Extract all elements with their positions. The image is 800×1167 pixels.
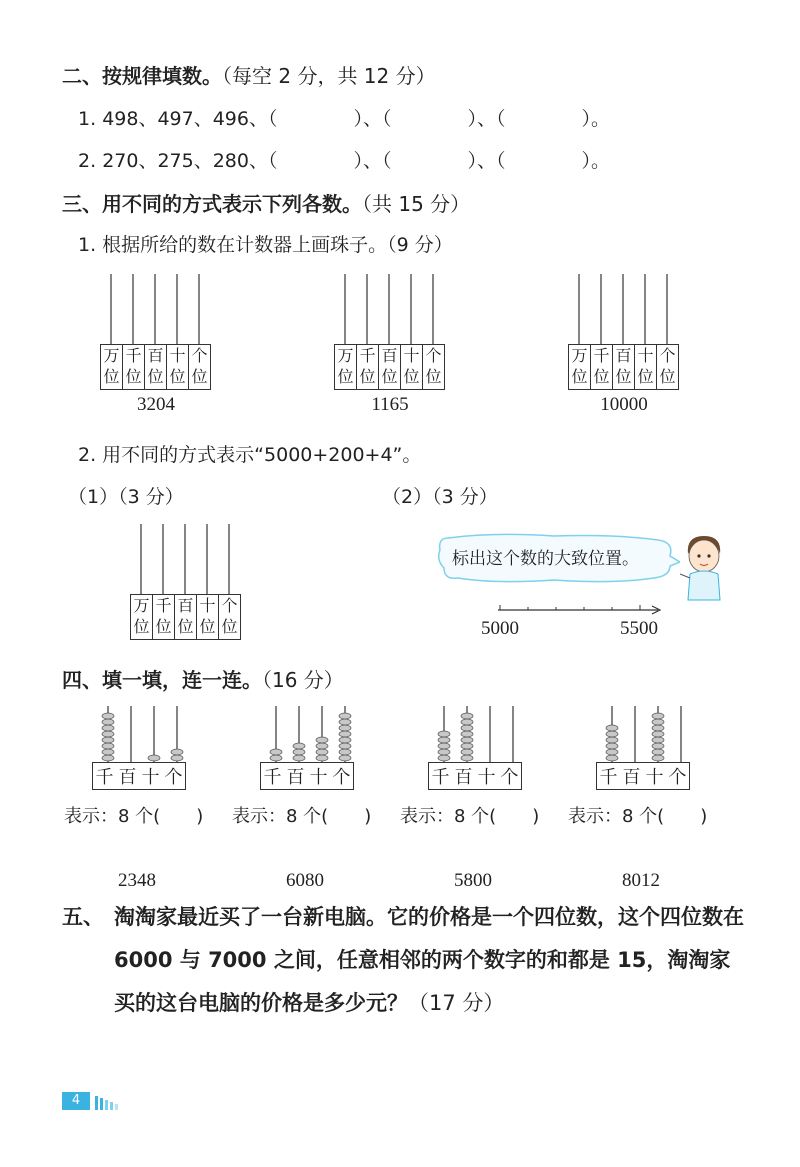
bead xyxy=(293,755,305,761)
place-value-labels xyxy=(568,344,679,390)
bead xyxy=(652,731,664,737)
bead xyxy=(652,719,664,725)
target-number: 10000 xyxy=(600,394,648,415)
place-label: 百 xyxy=(454,767,473,788)
sep: ）、（ xyxy=(353,150,392,172)
bead xyxy=(339,719,351,725)
place-value-label: 十位 xyxy=(197,595,219,639)
bead xyxy=(461,749,473,755)
place-label: 个 xyxy=(500,767,519,788)
place-value-label: 百位 xyxy=(613,345,635,389)
abacus-caption[interactable]: 表示：8 个( ) xyxy=(400,806,540,827)
place-value-label: 万位 xyxy=(569,345,591,389)
bead-abacus xyxy=(96,704,188,762)
bead xyxy=(461,737,473,743)
counting-frame xyxy=(130,520,242,670)
place-label: 十 xyxy=(141,767,160,788)
bead xyxy=(102,725,114,731)
bead xyxy=(339,731,351,737)
bead xyxy=(606,749,618,755)
section2-points: （每空 2 分，共 12 分） xyxy=(222,64,436,88)
place-value-label: 十位 xyxy=(167,345,189,389)
place-label: 十 xyxy=(309,767,328,788)
place-value-label: 个位 xyxy=(191,346,208,386)
bead xyxy=(171,749,183,755)
section5-text: 淘淘家最近买了一台新电脑。它的价格是一个四位数，这个四位数在 6000 与 7000 之间，任意相邻的两个数字的和都是 15，淘淘家买的这台电脑的价格是多少元？ xyxy=(114,905,744,1015)
bead xyxy=(102,719,114,725)
number-line xyxy=(486,600,666,620)
sep: ）、（ xyxy=(467,108,506,130)
place-label: 百 xyxy=(622,767,641,788)
place-value-labels xyxy=(334,344,445,390)
bead xyxy=(438,743,450,749)
abacus-caption[interactable]: 表示：8 个( ) xyxy=(568,806,708,827)
counting-frame xyxy=(568,270,680,420)
bead xyxy=(438,755,450,761)
place-value-label: 十位 xyxy=(635,345,657,389)
match-number[interactable]: 6080 xyxy=(286,870,324,891)
section5-question xyxy=(114,896,744,1025)
axis-start-label: 5000 xyxy=(481,618,519,639)
place-label: 十 xyxy=(645,767,664,788)
place-value-labels xyxy=(100,344,211,390)
bead xyxy=(339,737,351,743)
q1-seq: 498、497、496、（ xyxy=(102,108,278,130)
place-value-label: 千位 xyxy=(357,345,379,389)
end: ）。 xyxy=(581,108,611,130)
bead xyxy=(652,725,664,731)
end: ）。 xyxy=(581,150,611,172)
section3-title: 三、用不同的方式表示下列各数。 xyxy=(62,192,362,216)
counting-frame xyxy=(100,270,212,420)
place-value-label: 百位 xyxy=(175,595,197,639)
bead xyxy=(606,731,618,737)
place-label: 十 xyxy=(477,767,496,788)
section2-title: 二、按规律填数。 xyxy=(62,64,222,88)
target-number: 1165 xyxy=(371,394,409,415)
bead xyxy=(606,743,618,749)
place-label: 千 xyxy=(599,767,618,788)
place-value-row xyxy=(92,762,186,790)
section4-title: 四、填一填，连一连。 xyxy=(62,668,262,692)
place-value-label: 万位 xyxy=(335,345,357,389)
axis-end-label: 5500 xyxy=(620,618,658,639)
page-decoration-icon xyxy=(94,1092,124,1110)
bead xyxy=(461,713,473,719)
abacus-caption[interactable]: 表示：8 个( ) xyxy=(232,806,372,827)
bead xyxy=(438,749,450,755)
place-value-label: 个位 xyxy=(425,346,442,386)
place-value-row xyxy=(428,762,522,790)
bead xyxy=(606,755,618,761)
place-value-label: 百位 xyxy=(145,345,167,389)
place-value-label: 千位 xyxy=(591,345,613,389)
bead xyxy=(652,749,664,755)
section4-points: （16 分） xyxy=(262,668,344,692)
place-value-label: 万位 xyxy=(101,345,123,389)
bead-abacus xyxy=(600,704,692,762)
place-label: 千 xyxy=(431,767,450,788)
page-number: 4 xyxy=(62,1092,90,1110)
place-value-label: 十位 xyxy=(401,345,423,389)
q2-seq: 270、275、280、（ xyxy=(102,150,278,172)
place-label: 个 xyxy=(668,767,687,788)
bead xyxy=(438,737,450,743)
abacus-caption[interactable]: 表示：8 个( ) xyxy=(64,806,204,827)
bead xyxy=(606,737,618,743)
place-value-row xyxy=(596,762,690,790)
bead xyxy=(652,755,664,761)
section4-heading xyxy=(62,664,344,693)
match-number[interactable]: 8012 xyxy=(622,870,660,891)
target-number: 3204 xyxy=(137,394,175,415)
place-value-labels xyxy=(130,594,241,640)
bead xyxy=(293,749,305,755)
section5-label: 五、 xyxy=(62,905,104,929)
bead xyxy=(316,743,328,749)
bead xyxy=(339,755,351,761)
place-value-label: 百位 xyxy=(379,345,401,389)
place-label: 千 xyxy=(95,767,114,788)
place-value-row xyxy=(260,762,354,790)
bead xyxy=(339,713,351,719)
section2-heading xyxy=(62,60,436,89)
bead-abacus xyxy=(432,704,524,762)
place-value-label: 万位 xyxy=(131,595,153,639)
bead xyxy=(102,731,114,737)
match-number[interactable]: 5800 xyxy=(454,870,492,891)
place-label: 百 xyxy=(118,767,137,788)
bead xyxy=(461,743,473,749)
bead xyxy=(438,731,450,737)
section5-points: （17 分） xyxy=(408,991,505,1015)
section2-q1 xyxy=(78,104,610,131)
place-value-label: 个位 xyxy=(659,346,676,386)
place-value-label: 千位 xyxy=(123,345,145,389)
section3-q2: 2. 用不同的方式表示“5000+200+4”。 xyxy=(78,444,422,466)
place-label: 百 xyxy=(286,767,305,788)
boy-illustration xyxy=(678,530,728,602)
counting-frame-rods xyxy=(100,270,212,344)
bead xyxy=(461,731,473,737)
bead xyxy=(652,743,664,749)
section3-q1: 1. 根据所给的数在计数器上画珠子。（9 分） xyxy=(78,234,453,256)
bead xyxy=(316,749,328,755)
place-label: 个 xyxy=(332,767,351,788)
counting-frame xyxy=(334,270,446,420)
bead xyxy=(652,737,664,743)
bead xyxy=(148,755,160,761)
bubble-text: 标出这个数的大致位置。 xyxy=(452,549,639,569)
bead xyxy=(102,749,114,755)
bead-abacus xyxy=(264,704,356,762)
bead xyxy=(652,713,664,719)
bead xyxy=(102,755,114,761)
bead xyxy=(339,743,351,749)
place-label: 千 xyxy=(263,767,282,788)
bead xyxy=(606,725,618,731)
counting-frame-rods xyxy=(568,270,680,344)
bead xyxy=(339,749,351,755)
bead xyxy=(270,755,282,761)
bead xyxy=(339,725,351,731)
place-value-label: 个位 xyxy=(221,596,238,636)
bead xyxy=(102,737,114,743)
q1-prefix: 1. xyxy=(78,108,97,130)
bead xyxy=(316,737,328,743)
place-value-label: 千位 xyxy=(153,595,175,639)
bead xyxy=(171,755,183,761)
bead xyxy=(293,743,305,749)
section3-points: （共 15 分） xyxy=(362,192,471,216)
bead xyxy=(270,749,282,755)
place-label: 个 xyxy=(164,767,183,788)
bead xyxy=(461,725,473,731)
bead xyxy=(102,743,114,749)
section2-q2 xyxy=(78,146,610,173)
bead xyxy=(461,755,473,761)
bead xyxy=(461,719,473,725)
counting-frame-rods xyxy=(334,270,446,344)
bead xyxy=(316,755,328,761)
part2-label: （2）（3 分） xyxy=(382,486,498,508)
match-number[interactable]: 2348 xyxy=(118,870,156,891)
q2-prefix: 2. xyxy=(78,150,97,172)
section3-heading xyxy=(62,188,470,217)
sep: ）、（ xyxy=(467,150,506,172)
part1-label: （1）（3 分） xyxy=(68,486,184,508)
sep: ）、（ xyxy=(353,108,392,130)
counting-frame-rods xyxy=(130,520,242,594)
bead xyxy=(102,713,114,719)
